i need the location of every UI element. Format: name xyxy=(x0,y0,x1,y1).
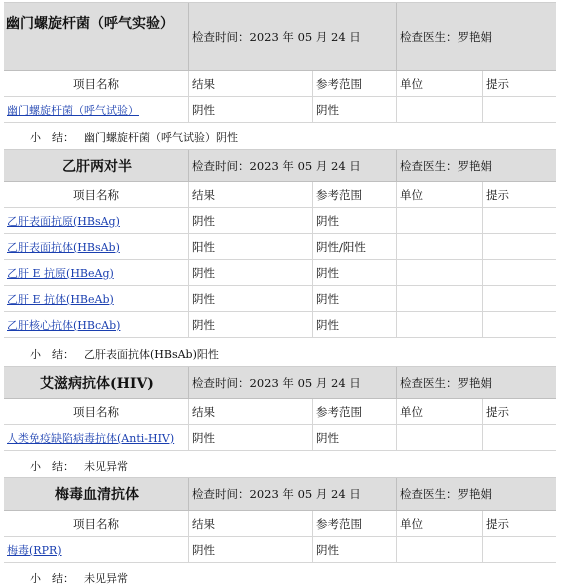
col-item-name: 项目名称 xyxy=(73,76,119,91)
section-summary xyxy=(30,570,128,586)
col-hint: 提示 xyxy=(482,399,556,424)
summary-label: 小 结： xyxy=(30,348,74,361)
col-reference: 参考范围 xyxy=(312,182,396,207)
col-result: 结果 xyxy=(188,182,312,207)
col-item-name: 项目名称 xyxy=(73,187,119,202)
item-link[interactable]: 乙肝 E 抗体(HBeAb) xyxy=(7,292,114,306)
summary-label: 小 结： xyxy=(30,131,74,144)
exam-time: 检查时间：2023 年 05 月 24 日 xyxy=(188,367,396,398)
exam-doctor: 检查医生：罗艳娟 xyxy=(396,478,556,510)
result-cell: 阴性 xyxy=(188,425,312,450)
hint-cell xyxy=(482,425,556,450)
table-header-row xyxy=(4,71,556,97)
unit-cell xyxy=(396,537,482,562)
exam-time: 检查时间：2023 年 05 月 24 日 xyxy=(188,3,396,70)
col-unit: 单位 xyxy=(396,511,482,536)
reference-cell: 阴性 xyxy=(312,537,396,562)
exam-time: 检查时间：2023 年 05 月 24 日 xyxy=(188,150,396,181)
table-header-row xyxy=(4,511,556,537)
hint-cell xyxy=(482,537,556,562)
result-cell: 阴性 xyxy=(188,260,312,285)
hint-cell xyxy=(482,312,556,337)
col-reference: 参考范围 xyxy=(312,71,396,96)
section-summary xyxy=(30,129,238,145)
exam-doctor: 检查医生：罗艳娟 xyxy=(396,150,556,181)
unit-cell xyxy=(396,234,482,259)
exam-doctor: 检查医生：罗艳娟 xyxy=(396,3,556,70)
section-summary xyxy=(30,458,128,474)
col-unit: 单位 xyxy=(396,71,482,96)
table-row xyxy=(4,537,556,563)
section-header xyxy=(4,477,556,511)
summary-text: 幽门螺旋杆菌（呼气试验）阴性 xyxy=(84,131,238,144)
result-table xyxy=(4,182,556,338)
item-link[interactable]: 人类免疫缺陷病毒抗体(Anti-HIV) xyxy=(7,431,175,445)
hint-cell xyxy=(482,234,556,259)
table-header-row xyxy=(4,399,556,425)
hint-cell xyxy=(482,208,556,233)
table-row xyxy=(4,234,556,260)
reference-cell: 阴性 xyxy=(312,312,396,337)
result-cell: 阴性 xyxy=(188,286,312,311)
table-row xyxy=(4,260,556,286)
reference-cell: 阴性 xyxy=(312,286,396,311)
unit-cell xyxy=(396,260,482,285)
summary-label: 小 结： xyxy=(30,460,74,473)
reference-cell: 阴性 xyxy=(312,260,396,285)
item-link[interactable]: 乙肝表面抗原(HBsAg) xyxy=(7,214,120,228)
result-cell: 阴性 xyxy=(188,97,312,122)
col-hint: 提示 xyxy=(482,182,556,207)
item-link[interactable]: 乙肝核心抗体(HBcAb) xyxy=(7,318,121,332)
result-cell: 阴性 xyxy=(188,312,312,337)
col-result: 结果 xyxy=(188,511,312,536)
item-link[interactable]: 乙肝 E 抗原(HBeAg) xyxy=(7,266,114,280)
unit-cell xyxy=(396,286,482,311)
section-title: 幽门螺旋杆菌（呼气实验） xyxy=(6,16,174,32)
summary-label: 小 结： xyxy=(30,572,74,585)
reference-cell: 阴性 xyxy=(312,425,396,450)
col-unit: 单位 xyxy=(396,399,482,424)
unit-cell xyxy=(396,312,482,337)
section-header xyxy=(4,149,556,182)
section-title: 乙肝两对半 xyxy=(62,158,132,175)
reference-cell: 阴性 xyxy=(312,208,396,233)
col-hint: 提示 xyxy=(482,71,556,96)
summary-text: 乙肝表面抗体(HBsAb)阳性 xyxy=(84,348,219,361)
reference-cell: 阴性/阳性 xyxy=(312,234,396,259)
item-link[interactable]: 乙肝表面抗体(HBsAb) xyxy=(7,240,120,254)
result-cell: 阳性 xyxy=(188,234,312,259)
hint-cell xyxy=(482,260,556,285)
result-table xyxy=(4,511,556,563)
col-hint: 提示 xyxy=(482,511,556,536)
section-summary xyxy=(30,346,219,362)
col-item-name: 项目名称 xyxy=(73,404,119,419)
hint-cell xyxy=(482,286,556,311)
unit-cell xyxy=(396,425,482,450)
result-table xyxy=(4,399,556,451)
col-result: 结果 xyxy=(188,399,312,424)
result-cell: 阴性 xyxy=(188,208,312,233)
unit-cell xyxy=(396,97,482,122)
hint-cell xyxy=(482,97,556,122)
exam-doctor: 检查医生：罗艳娟 xyxy=(396,367,556,398)
unit-cell xyxy=(396,208,482,233)
item-link[interactable]: 梅毒(RPR) xyxy=(7,543,62,557)
table-row xyxy=(4,286,556,312)
section-header xyxy=(4,2,556,71)
col-item-name: 项目名称 xyxy=(73,516,119,531)
col-reference: 参考范围 xyxy=(312,511,396,536)
col-reference: 参考范围 xyxy=(312,399,396,424)
section-title: 艾滋病抗体(HIV) xyxy=(40,375,154,392)
item-link[interactable]: 幽门螺旋杆菌（呼气试验） xyxy=(7,103,139,117)
section-header xyxy=(4,366,556,399)
table-header-row xyxy=(4,182,556,208)
table-row xyxy=(4,312,556,338)
table-row xyxy=(4,425,556,451)
result-cell: 阴性 xyxy=(188,537,312,562)
table-row xyxy=(4,208,556,234)
col-result: 结果 xyxy=(188,71,312,96)
exam-time: 检查时间：2023 年 05 月 24 日 xyxy=(188,478,396,510)
summary-text: 未见异常 xyxy=(84,572,128,585)
table-row xyxy=(4,97,556,123)
section-title: 梅毒血清抗体 xyxy=(55,487,139,503)
reference-cell: 阴性 xyxy=(312,97,396,122)
summary-text: 未见异常 xyxy=(84,460,128,473)
result-table xyxy=(4,71,556,123)
col-unit: 单位 xyxy=(396,182,482,207)
